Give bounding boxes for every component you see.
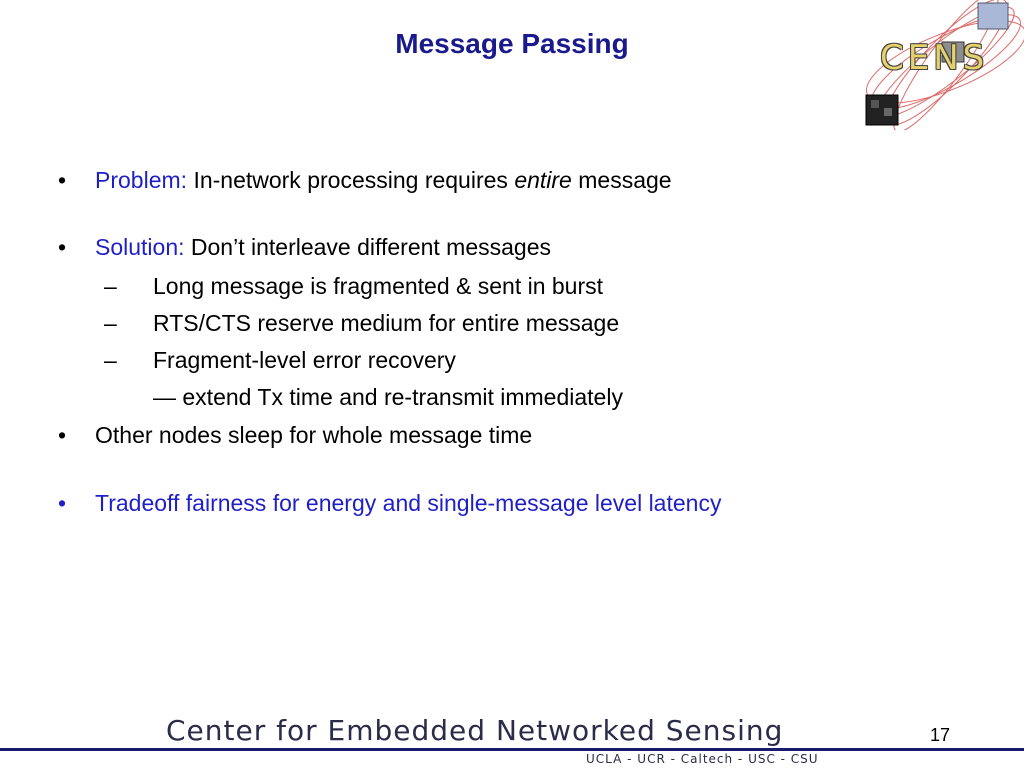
solution-text: Don’t interleave different messages (190, 234, 552, 260)
bullet-marker: • (58, 422, 67, 448)
footer-rule (0, 748, 1024, 751)
logo-cube-top (978, 3, 1008, 29)
dash-marker: – (104, 347, 117, 373)
page-number: 17 (930, 725, 951, 745)
dash-marker: – (104, 310, 117, 336)
bullet-text: Other nodes sleep for whole message time (95, 422, 533, 448)
bullet-marker: • (58, 167, 67, 193)
solution-label: Solution: (95, 234, 185, 260)
problem-emphasis: entire (514, 167, 572, 193)
logo-text: CENS (880, 38, 989, 78)
problem-label: Problem: (95, 167, 188, 193)
continuation-text: — extend Tx time and re-transmit immediately (153, 384, 623, 410)
sub-bullet-text: RTS/CTS reserve medium for entire message (153, 310, 620, 336)
problem-text-end: message (578, 167, 672, 193)
problem-text: In-network processing requires (193, 167, 508, 193)
bullet-text: Tradeoff fairness for energy and single-message level latency (95, 490, 722, 516)
bullet-marker: • (58, 234, 67, 260)
sub-bullet-text: Fragment-level error recovery (153, 347, 456, 373)
footer-title: Center for Embedded Networked Sensing (166, 714, 784, 747)
bullet-marker: • (58, 490, 67, 516)
logo-cube-bottom (866, 95, 898, 125)
dash-marker: – (104, 273, 117, 299)
slide-title: Message Passing (395, 28, 629, 59)
footer-subtitle: UCLA - UCR - Caltech - USC - CSU (586, 752, 819, 766)
sub-bullet-text: Long message is fragmented & sent in burst (153, 273, 604, 299)
